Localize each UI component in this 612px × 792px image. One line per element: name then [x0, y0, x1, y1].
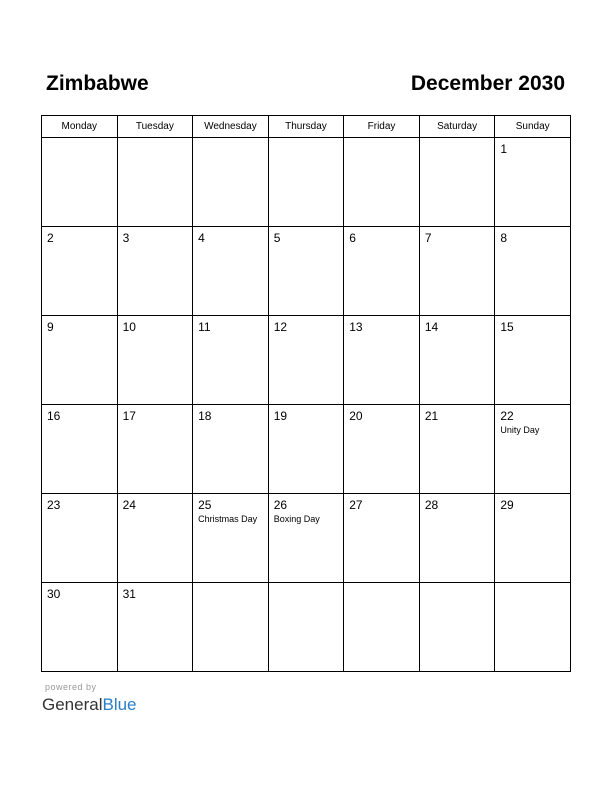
day-number: 20 [349, 409, 363, 423]
week-row [42, 583, 571, 672]
month-year-title: December 2030 [410, 72, 565, 95]
holiday-label: Boxing Day [273, 514, 320, 524]
day-number: 24 [122, 498, 136, 512]
day-cell [117, 316, 193, 405]
day-number: 8 [500, 231, 508, 245]
empty-day-cell [268, 583, 344, 672]
day-cell [42, 316, 118, 405]
brand-logo-blue: Blue [102, 695, 137, 714]
day-cell [193, 227, 269, 316]
day-cell [344, 494, 420, 583]
weekday-header: Sunday [495, 116, 571, 138]
week-row [42, 316, 571, 405]
day-cell [42, 227, 118, 316]
day-cell [419, 227, 495, 316]
day-cell [117, 583, 193, 672]
brand-logo [42, 694, 137, 716]
day-cell [117, 405, 193, 494]
holiday-label: Unity Day [500, 425, 540, 435]
day-number: 21 [424, 409, 439, 423]
empty-day-cell [193, 583, 269, 672]
day-cell [268, 316, 344, 405]
day-cell [42, 583, 118, 672]
weekday-header: Thursday [268, 116, 344, 138]
weekday-header: Friday [344, 116, 420, 138]
day-number: 12 [273, 320, 288, 334]
week-row [42, 405, 571, 494]
day-cell [193, 494, 269, 583]
day-number: 15 [500, 320, 514, 334]
day-number: 18 [198, 409, 212, 423]
day-cell [193, 405, 269, 494]
day-cell [495, 138, 571, 227]
empty-day-cell [419, 583, 495, 672]
day-number: 17 [122, 409, 136, 423]
day-number: 22 [500, 409, 514, 423]
day-cell [419, 405, 495, 494]
day-cell [419, 494, 495, 583]
day-number: 5 [273, 231, 281, 245]
day-cell [495, 316, 571, 405]
holiday-label: Christmas Day [198, 514, 258, 524]
empty-day-cell [117, 138, 193, 227]
day-cell [117, 227, 193, 316]
week-row [42, 227, 571, 316]
empty-day-cell [193, 138, 269, 227]
day-cell [495, 405, 571, 494]
day-cell [42, 405, 118, 494]
day-cell [268, 494, 344, 583]
empty-day-cell [344, 583, 420, 672]
day-number: 2 [47, 231, 54, 245]
day-number: 3 [122, 231, 130, 245]
day-cell [268, 227, 344, 316]
day-cell [193, 316, 269, 405]
day-number: 10 [122, 320, 136, 334]
footer-branding [42, 682, 137, 716]
empty-day-cell [495, 583, 571, 672]
weekday-header: Tuesday [117, 116, 193, 138]
day-cell [344, 316, 420, 405]
day-cell [42, 494, 118, 583]
day-number: 14 [424, 320, 439, 334]
day-number: 30 [47, 587, 61, 601]
day-number: 1 [500, 142, 508, 156]
calendar-grid [41, 115, 571, 672]
day-cell [344, 227, 420, 316]
empty-day-cell [268, 138, 344, 227]
empty-day-cell [344, 138, 420, 227]
day-number: 25 [198, 498, 212, 512]
brand-logo-general: General [42, 695, 103, 714]
day-cell [344, 405, 420, 494]
day-cell [268, 405, 344, 494]
day-number: 27 [349, 498, 363, 512]
day-number: 19 [273, 409, 288, 423]
day-number: 26 [273, 498, 288, 512]
day-cell [495, 494, 571, 583]
day-number: 9 [47, 320, 54, 334]
day-cell [495, 227, 571, 316]
weekday-header: Monday [42, 116, 118, 138]
day-cell [117, 494, 193, 583]
day-number: 31 [122, 587, 136, 601]
day-number: 29 [500, 498, 514, 512]
day-number: 11 [198, 320, 211, 334]
day-number: 7 [424, 231, 432, 245]
weekday-header-row [42, 116, 571, 138]
week-row [42, 138, 571, 227]
country-title: Zimbabwe [46, 72, 149, 95]
day-cell [419, 316, 495, 405]
day-number: 23 [47, 498, 61, 512]
weekday-header: Saturday [419, 116, 495, 138]
day-number: 13 [349, 320, 363, 334]
empty-day-cell [419, 138, 495, 227]
weekday-header: Wednesday [193, 116, 269, 138]
powered-by-text: powered by [45, 682, 97, 692]
week-row [42, 494, 571, 583]
day-number: 6 [349, 231, 356, 245]
day-number: 28 [424, 498, 439, 512]
day-number: 4 [198, 231, 205, 245]
empty-day-cell [42, 138, 118, 227]
day-number: 16 [47, 409, 61, 423]
